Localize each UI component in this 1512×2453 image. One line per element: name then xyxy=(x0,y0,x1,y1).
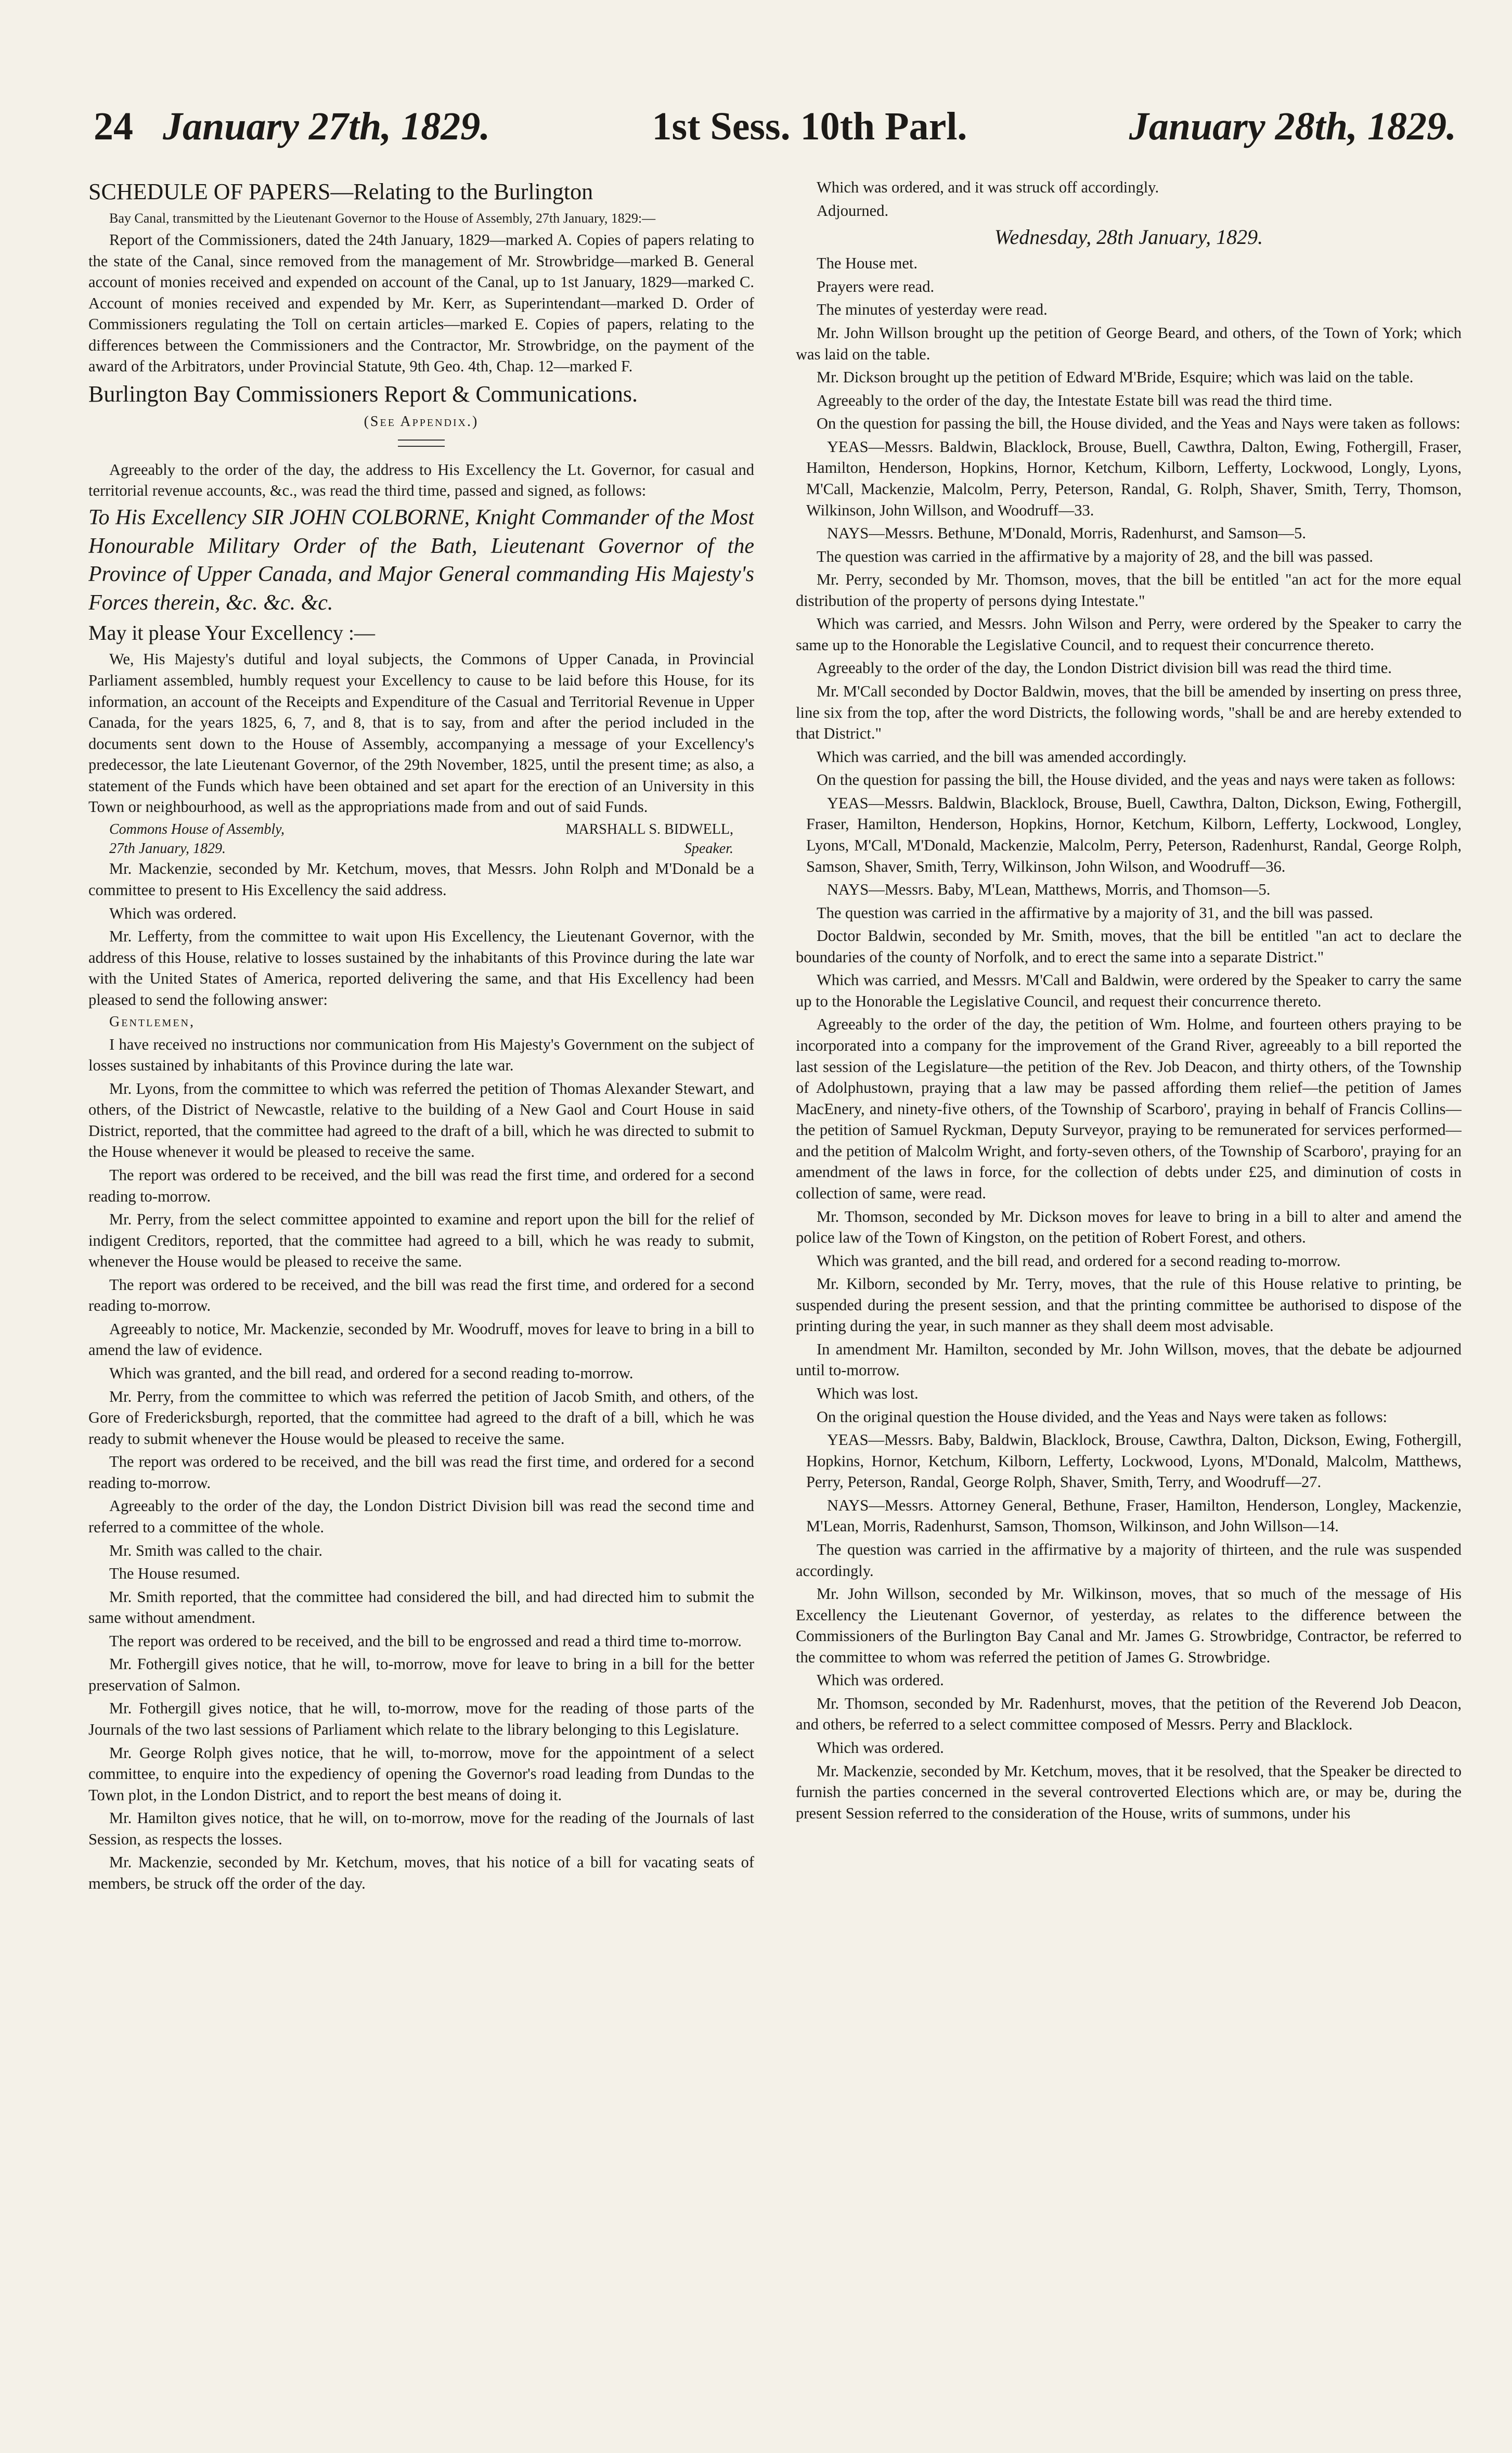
paragraph: Mr. Dickson brought up the petition of Edward M'Bride, Esquire; which was laid on the table. xyxy=(817,368,1414,386)
paragraph: Mr. Fothergill gives notice, that he will, to-morrow, move for leave to bring in a bill for the better preservation of Salmon. xyxy=(88,1655,754,1694)
right-column xyxy=(796,177,1462,2429)
signature-title: Speaker. xyxy=(684,841,733,857)
paragraph: The minutes of yesterday were read. xyxy=(817,301,1048,319)
paragraph: Doctor Baldwin, seconded by Mr. Smith, moves, that the bill be entitled "an act to declare the boundaries of the county of Norfolk, and to erect the same into a separate District." xyxy=(796,927,1462,966)
nays-list: NAYS—Messrs. Bethune, M'Donald, Morris, Radenhurst, and Samson—5. xyxy=(827,524,1307,543)
see-appendix: (See Appendix.) xyxy=(364,413,479,430)
answer-text: I have received no instructions nor communication from His Majesty's Government on the subject of losses sustained by inhabitants of this Province during the late war. xyxy=(88,1035,754,1075)
paragraph: The report was ordered to be received, and the bill was read the first time, and ordered for a second reading to-morrow. xyxy=(88,1275,754,1315)
paragraph: Which was carried, and the bill was amended accordingly. xyxy=(817,747,1187,766)
paragraph: On the question for passing the bill, the House divided, and the yeas and nays were taken as follows: xyxy=(817,771,1456,789)
paragraph: Agreeably to notice, Mr. Mackenzie, seconded by Mr. Woodruff, moves for leave to bring in a bill to amend the law of evidence. xyxy=(88,1320,754,1359)
paragraph: Mr. John Willson brought up the petition of George Beard, and others, of the Town of York; which was laid on the table. xyxy=(796,324,1462,363)
paragraph: Agreeably to the order of the day, the address to His Excellency the Lt. Governor, for casual and territorial revenue accounts, &c., was read the third time, passed and signed, as follows: xyxy=(88,460,754,500)
paragraph: The House resumed. xyxy=(109,1565,240,1583)
paragraph: Agreeably to the order of the day, the Intestate Estate bill was read the third time. xyxy=(817,391,1333,409)
address-body: We, His Majesty's dutiful and loyal subjects, the Commons of Upper Canada, in Provincial Parliament assembled, humbly request your Excellency to cause to be laid before this House, for its information, an account of the Receipts and Expenditure of the Casual and Territorial Revenue in Upper Canada, for the years 1825, 6, 7, and 8, that is to say, from and after the period included in the documents sent down to the House of Assembly, accompanying a message of your Excellency's predecessor, the late Lieutenant Governor, of the 29th November, 1825, until the present time; as also, a statement of the Funds which have been obtained and set apart for the erection of an University in this Town or neighbourhood, as well as the appropriations made from and out of said Funds. xyxy=(88,650,754,816)
paragraph: The report was ordered to be received, and the bill was read the first time, and ordered for a second reading to-morrow. xyxy=(88,1166,754,1205)
nays-list: NAYS—Messrs. Attorney General, Bethune, Fraser, Hamilton, Henderson, Longley, Mackenzie, M'Lean, Morris, Radenhurst, Samson, Thomson, Wilkinson, and John Willson—14. xyxy=(806,1496,1462,1535)
paragraph: The House met. xyxy=(817,254,917,273)
paragraph: In amendment Mr. Hamilton, seconded by Mr. John Willson, moves, that the debate be adjourned until to-morrow. xyxy=(796,1340,1462,1379)
paragraph: Mr. Hamilton gives notice, that he will, on to-morrow, move for the reading of the Journals of last Session, as respects the losses. xyxy=(88,1809,754,1848)
header-session: 1st Sess. 10th Parl. xyxy=(652,105,967,148)
burlington-report-title: Burlington Bay Commissioners Report & Communications. xyxy=(88,381,638,407)
signature-date: 27th January, 1829. xyxy=(109,841,226,857)
paragraph: Mr. Lefferty, from the committee to wait upon His Excellency, the Lieutenant Governor, with the address of this House, relative to losses sustained by the inhabitants of this Province during the late war with the United States of America, reported delivering the same, and that His Excellency had been pleased to send the following answer: xyxy=(88,927,754,1009)
header-date-left: January 27th, 1829. xyxy=(163,105,490,148)
nays-list: NAYS—Messrs. Baby, M'Lean, Matthews, Morris, and Thomson—5. xyxy=(827,881,1271,899)
paragraph: Which was lost. xyxy=(817,1385,919,1402)
yeas-list: YEAS—Messrs. Baby, Baldwin, Blacklock, Brouse, Cawthra, Dalton, Dickson, Ewing, Fothergill, Hopkins, Hornor, Ketchum, Kilborn, Lefferty, Lockwood, Lyons, M'Donald, Malcolm, Matthews, Perry, Peterson, Randal, George Rolph, Shaver, Smith, Terry, and Woodruff—27. xyxy=(806,1431,1462,1491)
paragraph: Mr. George Rolph gives notice, that he will, to-morrow, move for the appointment of a select committee, to enquire into the expediency of opening the Governor's road leading from Dundas to the Town plot, in the London District, and to report the best means of doing it. xyxy=(88,1744,754,1804)
paragraph: Mr. Thomson, seconded by Mr. Dickson moves for leave to bring in a bill to alter and amend the police law of the Town of Kingston, on the petition of Robert Forest, and others. xyxy=(796,1207,1462,1247)
paragraph: The question was carried in the affirmative by a majority of 31, and the bill was passed. xyxy=(817,903,1374,922)
paragraph: On the question for passing the bill, the House divided, and the Yeas and Nays were taken as follows: xyxy=(817,415,1461,433)
paragraph: Mr. Mackenzie, seconded by Mr. Ketchum, moves, that his notice of a bill for vacating seats of members, be struck off the order of the day. xyxy=(88,1853,754,1892)
yeas-list: YEAS—Messrs. Baldwin, Blacklock, Brouse, Buell, Cawthra, Dalton, Dickson, Ewing, Fothergill, Fraser, Hamilton, Henderson, Hopkins, Hornor, Ketchum, Kilborn, Lefferty, Lockwood, Longley, Lyons, M'Call, M'Donald, Mackenzie, Malcolm, Perry, Peterson, Radenhurst, Randal, George Rolph, Samson, Shaver, Smith, Terry, Wilkinson, John Wilson, and Woodruff—36. xyxy=(806,794,1462,875)
signature-block xyxy=(88,820,754,858)
paragraph: Mr. Mackenzie, seconded by Mr. Ketchum, moves, that Messrs. John Rolph and M'Donald be a committee to present to His Excellency the said address. xyxy=(88,860,754,899)
paragraph: Which was ordered. xyxy=(109,904,237,922)
address-heading: To His Excellency SIR JOHN COLBORNE, Knight Commander of the Most Honourable Military Order of the Bath, Lieutenant Governor of the Province of Upper Canada, and Major General commanding His Majesty's Forces therein, &c. &c. &c. xyxy=(88,505,754,615)
paragraph: Which was ordered. xyxy=(817,1671,944,1689)
signature-left xyxy=(109,820,285,858)
page-header xyxy=(94,104,1456,166)
left-column xyxy=(88,177,754,2429)
page-number: 24 xyxy=(94,105,133,148)
schedule-body: Report of the Commissioners, dated the 24th January, 1829—marked A. Copies of papers relating to the state of the Canal, since removed from the management of Mr. Strowbridge—marked B. General account of monies received and expended on account of the Canal, up to 1st January, 1829—marked C. Account of monies received and expended by Mr. Kerr, as Superintendant—marked D. Order of Commissioners regulating the Toll on certain articles—marked E. Copies of papers, relating to the differences between the Commissioners and the Contractor, Mr. Strowbridge, on the payment of the award of the Arbitrators, under Provincial Statute, 9th Geo. 4th, Chap. 12—marked F. xyxy=(88,231,754,376)
paragraph: Agreeably to the order of the day, the London District Division bill was read the second time and referred to a committee of the whole. xyxy=(88,1497,754,1536)
signature-name: MARSHALL S. BIDWELL, xyxy=(565,821,733,837)
paragraph: Which was ordered. xyxy=(817,1739,944,1757)
yeas-list: YEAS—Messrs. Baldwin, Blacklock, Brouse, Buell, Cawthra, Dalton, Ewing, Fothergill, Fraser, Hamilton, Henderson, Hopkins, Hornor, Ketchum, Kilborn, Lefferty, Lockwood, Longly, Lyons, M'Call, Mackenzie, Malcolm, Perry, Peterson, Randal, G. Rolph, Shaver, Smith, Terry, Thomson, Wilkinson, John Willson, and Woodruff—33. xyxy=(806,437,1462,519)
paragraph: The report was ordered to be received, and the bill to be engrossed and read a third time to-morrow. xyxy=(109,1632,742,1650)
paragraph: On the original question the House divided, and the Yeas and Nays were taken as follows: xyxy=(817,1408,1387,1426)
salutation: Gentlemen, xyxy=(109,1014,195,1030)
schedule-subtitle: Bay Canal, transmitted by the Lieutenant Governor to the House of Assembly, 27th January, 1829:— xyxy=(109,210,656,226)
paragraph: The question was carried in the affirmative by a majority of 28, and the bill was passed. xyxy=(817,547,1374,565)
paragraph: Mr. Smith was called to the chair. xyxy=(109,1541,322,1559)
signature-right xyxy=(565,820,733,858)
paragraph: The question was carried in the affirmative by a majority of thirteen, and the rule was suspended accordingly. xyxy=(796,1540,1462,1580)
sitting-date: Wednesday, 28th January, 1829. xyxy=(994,225,1263,249)
paragraph: The report was ordered to be received, and the bill was read the first time, and ordered for a second reading to-morrow. xyxy=(88,1453,754,1492)
paragraph: Prayers were read. xyxy=(817,277,935,295)
paragraph: Which was carried, and Messrs. M'Call and Baldwin, were ordered by the Speaker to carry the same up to the Honorable the Legislative Council, and request their concurrence thereto. xyxy=(796,971,1462,1010)
paragraph: Mr. Lyons, from the committee to which was referred the petition of Thomas Alexander Stewart, and others, of the District of Newcastle, relative to the building of a New Gaol and Court House in said District, reported, that the committee had agreed to the draft of a bill, which he was directed to submit to the House whenever it would be pleased to receive the same. xyxy=(88,1079,754,1161)
signature-place: Commons House of Assembly, xyxy=(109,821,285,837)
paragraph: Which was carried, and Messrs. John Wilson and Perry, were ordered by the Speaker to carry the same up to the Honorable the Legislative Council, and to request their concurrence thereto. xyxy=(796,615,1462,654)
paragraph: Mr. Perry, from the committee to which was referred the petition of Jacob Smith, and others, of the Gore of Fredericksburgh, reported, that the committee had agreed to the draft of a bill, which he was ready to submit whenever the House would be pleased to receive the same. xyxy=(88,1387,754,1448)
paragraph: Mr. Perry, seconded by Mr. Thomson, moves, that the bill be entitled "an act for the more equal distribution of the property of persons dying Intestate." xyxy=(796,571,1462,610)
address-salutation: May it please Your Excellency :— xyxy=(88,621,375,645)
paragraph: Agreeably to the order of the day, the petition of Wm. Holme, and fourteen others praying to be incorporated into a company for the improvement of the Grand River, agreeably to a bill reported the last session of the Legislature—the petition of the Rev. Job Deacon, and thirty others, of the Township of Adolphustown, praying that a law may be passed affording them relief—the petition of James MacEnery, and ninety-five others, of the Township of Scarboro', praying in behalf of Francis Collins—the petition of Samuel Ryckman, Deputy Surveyor, praying to be remunerated for services performed—and the petition of Malcolm Wright, and forty-seven others, of the Township of Scarboro', praying for an amendment of the laws in force, for the collection of debts under £25, and diminution of costs in collection of same, were read. xyxy=(796,1015,1462,1202)
paragraph: Mr. Perry, from the select committee appointed to examine and report upon the bill for the relief of indigent Creditors, reported, that the committee had agreed to a bill, which he was ready to submit, whenever the House would be pleased to receive the same. xyxy=(88,1210,754,1271)
adjourned: Adjourned. xyxy=(817,201,889,220)
paragraph: Mr. Mackenzie, seconded by Mr. Ketchum, moves, that it be resolved, that the Speaker be directed to furnish the parties concerned in the several controverted Elections which are, or may be, during the present Session referred to the consideration of the House, writs of summons, under his xyxy=(796,1762,1462,1822)
paragraph: Mr. Fothergill gives notice, that he will, to-morrow, move for the reading of those parts of the Journals of the two last sessions of Parliament which relate to the library belonging to this Legislature. xyxy=(88,1699,754,1739)
paragraph: Mr. Smith reported, that the committee had considered the bill, and had directed him to submit the same without amendment. xyxy=(88,1587,754,1627)
paragraph: Mr. Kilborn, seconded by Mr. Terry, moves, that the rule of this House relative to printing, be suspended during the present session, and that the printing committee be authorised to dispose of the printing during the year, in such manner as they shall deem most advisable. xyxy=(796,1275,1462,1335)
section-divider xyxy=(398,440,445,447)
paragraph: Which was granted, and the bill read, and ordered for a second reading to-morrow. xyxy=(817,1251,1341,1270)
paragraph: Agreeably to the order of the day, the London District division bill was read the third time. xyxy=(817,659,1392,677)
header-date-right: January 28th, 1829. xyxy=(1129,105,1456,148)
paragraph: Which was ordered, and it was struck off accordingly. xyxy=(817,178,1159,196)
page-number-and-date xyxy=(94,104,490,149)
paragraph: Which was granted, and the bill read, and ordered for a second reading to-morrow. xyxy=(109,1364,634,1383)
paragraph: Mr. John Willson, seconded by Mr. Wilkinson, moves, that so much of the message of His Excellency the Lieutenant Governor, of yesterday, as relates to the difference between the Commissioners of the Burlington Bay Canal and Mr. James G. Strowbridge, Contractor, be referred to the committee to whom was referred the petition of James G. Strowbridge. xyxy=(796,1585,1462,1666)
schedule-title: SCHEDULE OF PAPERS—Relating to the Burlington xyxy=(88,179,593,204)
paragraph: Mr. M'Call seconded by Doctor Baldwin, moves, that the bill be amended by inserting on press three, line six from the top, after the word Districts, the following words, "shall be and are hereby extended to that District." xyxy=(796,682,1462,743)
paragraph: Mr. Thomson, seconded by Mr. Radenhurst, moves, that the petition of the Reverend Job Deacon, and others, be referred to a select committee composed of Messrs. Perry and Blacklock. xyxy=(796,1694,1462,1734)
